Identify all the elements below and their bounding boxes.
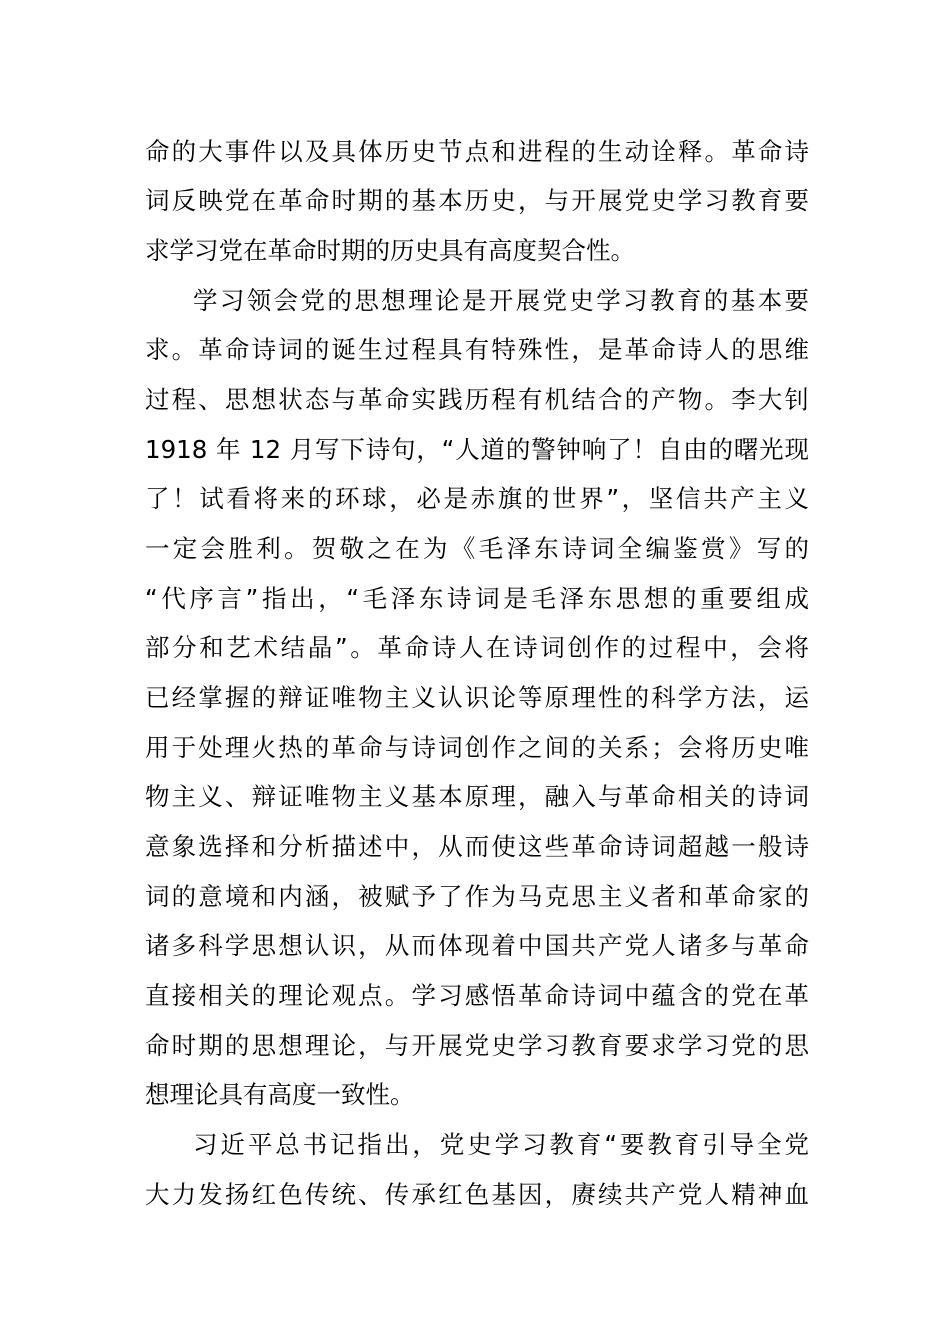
- text-line: 想理论具有高度一致性。: [145, 1080, 415, 1109]
- text-line: 命的大事件以及具体历史节点和进程的生动诠释。革命诗: [145, 137, 809, 166]
- text-line: 大力发扬红色传统、传承红色基因，赓续共产党人精神血: [145, 1180, 809, 1209]
- text-line: “代序言”指出，“毛泽东诗词是毛泽东思想的重要组成: [145, 584, 809, 613]
- paragraph-first-line: 学习领会党的思想理论是开展党史学习教育的基本要: [193, 286, 809, 315]
- text-line: 物主义、辩证唯物主义基本原理，融入与革命相关的诗词: [145, 782, 809, 811]
- text-line: 命时期的思想理论，与开展党史学习教育要求学习党的思: [145, 1031, 809, 1060]
- text-line: 意象选择和分析描述中，从而使这些革命诗词超越一般诗: [145, 832, 809, 861]
- text-line: 已经掌握的辩证唯物主义认识论等原理性的科学方法，运: [145, 683, 809, 712]
- text-line: 了！试看将来的环球，必是赤旗的世界”，坚信共产主义: [145, 484, 809, 513]
- text-line: 部分和艺术结晶”。革命诗人在诗词创作的过程中，会将: [145, 633, 809, 662]
- text-line: 一定会胜利。贺敬之在为《毛泽东诗词全编鉴赏》写的: [145, 534, 809, 563]
- text-line: 求。革命诗词的诞生过程具有特殊性，是革命诗人的思维: [145, 335, 809, 364]
- paragraph-first-line: 习近平总书记指出，党史学习教育“要教育引导全党: [193, 1130, 809, 1159]
- text-line: 1918 年 12 月写下诗句，“人道的警钟响了！自由的曙光现: [145, 435, 809, 464]
- text-line: 词的意境和内涵，被赋予了作为马克思主义者和革命家的: [145, 882, 809, 911]
- text-line: 求学习党在革命时期的历史具有高度契合性。: [145, 236, 635, 265]
- text-line: 过程、思想状态与革命实践历程有机结合的产物。李大钊: [145, 385, 809, 414]
- text-line: 直接相关的理论观点。学习感悟革命诗词中蕴含的党在革: [145, 981, 809, 1010]
- text-line: 诸多科学思想认识，从而体现着中国共产党人诸多与革命: [145, 931, 809, 960]
- text-line: 词反映党在革命时期的基本历史，与开展党史学习教育要: [145, 186, 809, 215]
- text-line: 用于处理火热的革命与诗词创作之间的关系；会将历史唯: [145, 733, 809, 762]
